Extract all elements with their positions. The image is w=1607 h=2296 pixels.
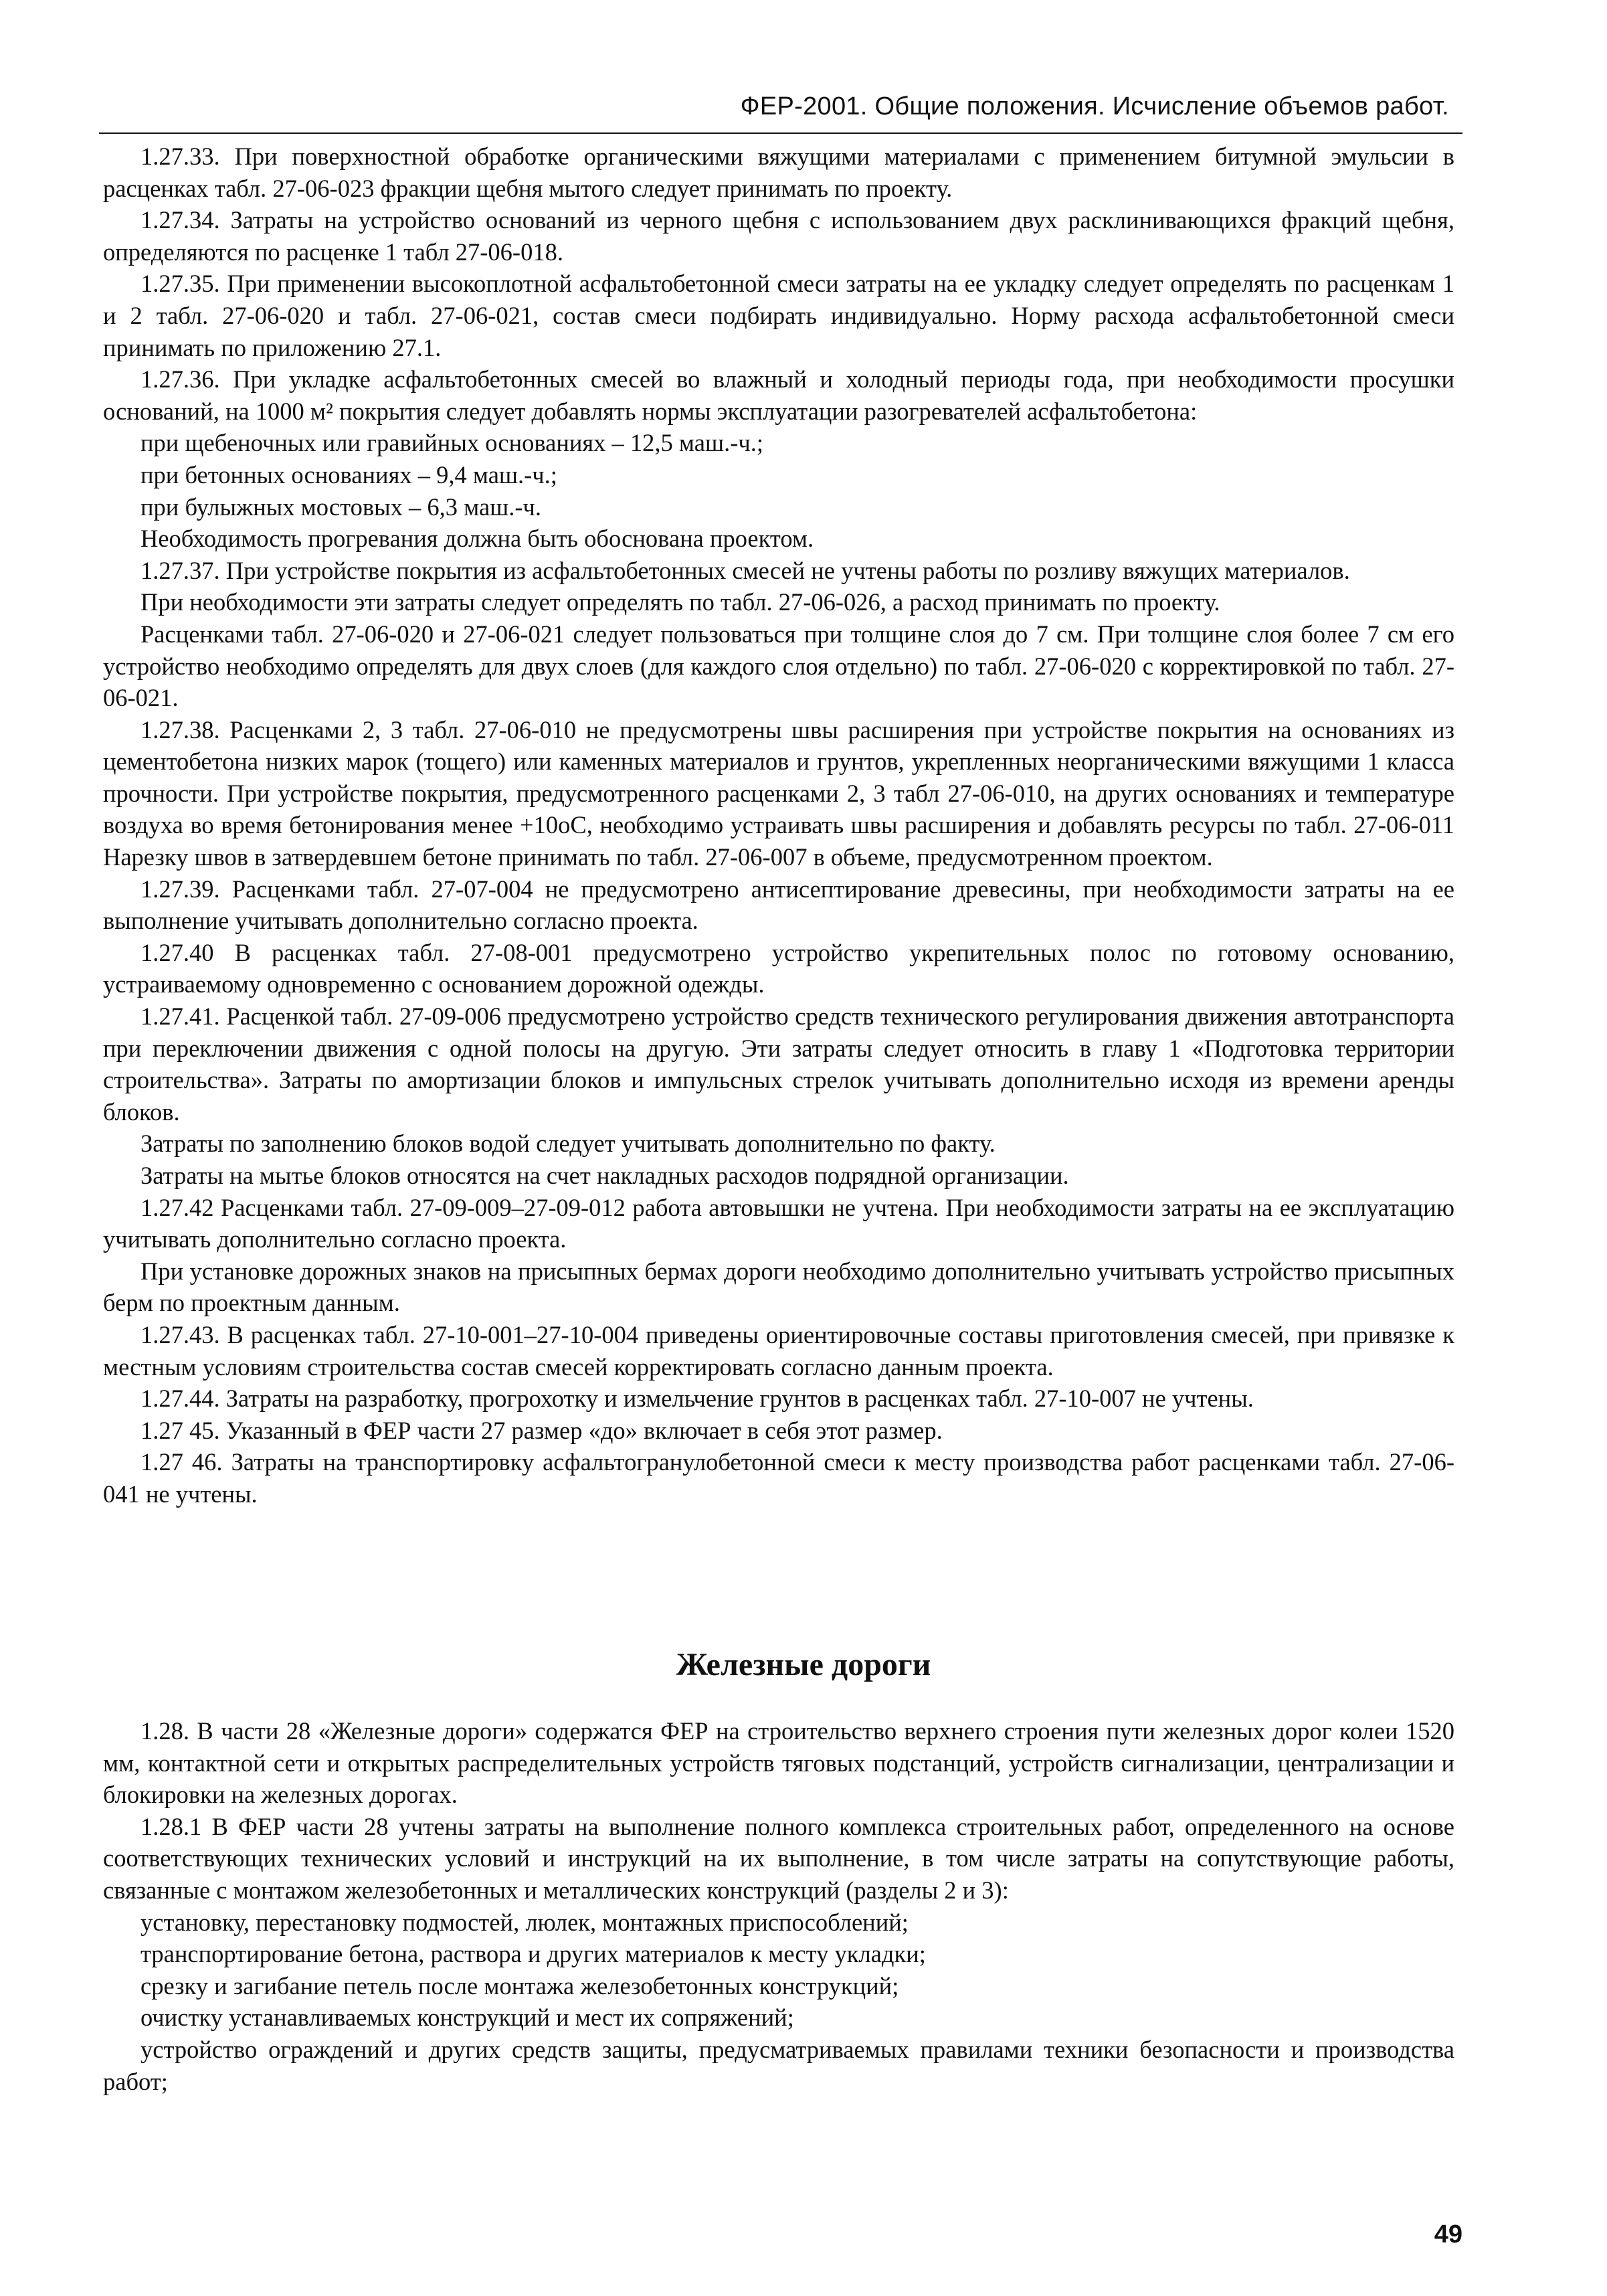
paragraph-1-27-43: 1.27.43. В расценках табл. 27-10-001–27-10-004 приведены ориентировочные составы приготовления смесей, при привязке к местным условиям строительства состав смесей корректировать согласно данным проекта. <box>103 1320 1454 1381</box>
paragraph: При установке дорожных знаков на присыпных бермах дороги необходимо дополнительно учитывать устройство присыпных берм по проектным данным. <box>103 1257 1454 1317</box>
list-item: при булыжных мостовых – 6,3 маш.-ч. <box>140 493 542 521</box>
paragraph: Затраты на мытье блоков относятся на счет накладных расходов подрядной организации. <box>140 1162 1069 1189</box>
paragraph-1-27-40: 1.27.40 В расценках табл. 27-08-001 предусмотрено устройство укрепительных полос по готовому основанию, устраиваемому одновременно с основанием дорожной одежды. <box>103 938 1454 998</box>
paragraph-1-28: 1.28. В части 28 «Железные дороги» содержатся ФЕР на строительство верхнего строения пути железных дорог колеи 1520 мм, контактной сети и открытых распределительных устройств тяговых подстанций, устройств сигнализации, централизации и блокировки на железных дорогах. <box>103 1717 1454 1809</box>
paragraph: При необходимости эти затраты следует определять по табл. 27-06-026, а расход принимать по проекту. <box>140 588 1220 616</box>
body-text-section-2 <box>103 1715 1454 2097</box>
body-text-section-1 <box>103 141 1454 1510</box>
paragraph-note: Необходимость прогревания должна быть обоснована проектом. <box>140 525 814 553</box>
paragraph-1-27-33: 1.27.33. При поверхностной обработке органическими вяжущими материалами с применением битумной эмульсии в расценках табл. 27-06-023 фракции щебня мытого следует принимать по проекту. <box>103 143 1454 202</box>
list-item: устройство ограждений и других средств защиты, предусматриваемых правилами техники безопасности и производства работ; <box>103 2035 1454 2095</box>
paragraph-1-27-41: 1.27.41. Расценкой табл. 27-09-006 предусмотрено устройство средств технического регулирования движения автотранспорта при переключении движения с одной полосы на другую. Эти затраты следует относить в главу 1 «Подготовка территории строительства». Затраты по амортизации блоков и импульсных стрелок учитывать дополнительно исходя из времени аренды блоков. <box>103 1002 1454 1126</box>
list-item: при щебеночных или гравийных основаниях – 12,5 маш.-ч.; <box>140 429 763 457</box>
paragraph-1-27-46: 1.27 46. Затраты на транспортировку асфальтогранулобетонной смеси к месту производства работ расценками табл. 27-06-041 не учтены. <box>103 1448 1454 1508</box>
section-title: Железные дороги <box>676 1647 931 1682</box>
paragraph-1-27-45: 1.27 45. Указанный в ФЕР части 27 размер «до» включает в себя этот размер. <box>140 1416 943 1444</box>
paragraph-1-27-35: 1.27.35. При применении высокоплотной асфальтобетонной смеси затраты на ее укладку следует определять по расценкам 1 и 2 табл. 27-06-020 и табл. 27-06-021, состав смеси подбирать индивидуально. Норму расхода асфальтобетонной смеси принимать по приложению 27.1. <box>103 270 1454 361</box>
paragraph: Расценками табл. 27-06-020 и 27-06-021 следует пользоваться при толщине слоя до 7 см. При толщине слоя более 7 см его устройство необходимо определять для двух слоев (для каждого слоя отдельно) по табл. 27-06-020 с корректировкой по табл. 27-06-021. <box>103 620 1454 712</box>
paragraph-1-27-37: 1.27.37. При устройстве покрытия из асфальтобетонных смесей не учтены работы по розливу вяжущих материалов. <box>140 556 1350 584</box>
page-number: 49 <box>1434 2220 1462 2248</box>
list-item: при бетонных основаниях – 9,4 маш.-ч.; <box>140 460 557 489</box>
paragraph-1-27-38: 1.27.38. Расценками 2, 3 табл. 27-06-010 не предусмотрены швы расширения при устройстве покрытия на основаниях из цементобетона низких марок (тощего) или каменных материалов и грунтов, укрепленных неорганическими вяжущими 1 класса прочности. При устройстве покрытия, предусмотренного расценками 2, 3 табл 27-06-010, на других основаниях и температуре воздуха во время бетонирования менее +10оС, необходимо устраивать швы расширения и добавлять ресурсы по табл. 27-06-011 Нарезку швов в затвердевшем бетоне принимать по табл. 27-06-007 в объеме, предусмотренном проектом. <box>103 715 1454 871</box>
paragraph-1-27-44: 1.27.44. Затраты на разработку, прогрохотку и измельчение грунтов в расценках табл. 27-10-007 не учтены. <box>140 1385 1254 1413</box>
list-item: срезку и загибание петель после монтажа железобетонных конструкций; <box>140 1971 899 2000</box>
paragraph-1-27-39: 1.27.39. Расценками табл. 27-07-004 не предусмотрено антисептирование древесины, при необходимости затраты на ее выполнение учитывать дополнительно согласно проекта. <box>103 875 1454 935</box>
paragraph-1-27-34: 1.27.34. Затраты на устройство оснований из черного щебня с использованием двух расклинивающихся фракций щебня, определяются по расценке 1 табл 27-06-018. <box>103 206 1454 266</box>
list-item: установку, перестановку подмостей, люлек, монтажных приспособлений; <box>140 1908 909 1936</box>
paragraph-1-27-36: 1.27.36. При укладке асфальтобетонных смесей во влажный и холодный периоды года, при необходимости просушки оснований, на 1000 м² покрытия следует добавлять нормы эксплуатации разогревателей асфальтобетона: <box>103 365 1454 425</box>
list-item: транспортирование бетона, раствора и других материалов к месту укладки; <box>140 1940 926 1968</box>
header-rule <box>99 133 1462 134</box>
paragraph-1-28-1: 1.28.1 В ФЕР части 28 учтены затраты на выполнение полного комплекса строительных работ, определенного на основе соответствующих технических условий и инструкций на их выполнение, в том числе затраты на сопутствующие работы, связанные с монтажом железобетонных и металлических конструкций (разделы 2 и 3): <box>103 1812 1454 1904</box>
running-header: ФЕР-2001. Общие положения. Исчисление объемов работ. <box>740 92 1449 120</box>
list-item: очистку устанавливаемых конструкций и мест их сопряжений; <box>140 2004 794 2032</box>
paragraph-1-27-42: 1.27.42 Расценками табл. 27-09-009–27-09-012 работа автовышки не учтена. При необходимости затраты на ее эксплуатацию учитывать дополнительно согласно проекта. <box>103 1193 1454 1253</box>
paragraph: Затраты по заполнению блоков водой следует учитывать дополнительно по факту. <box>140 1130 996 1158</box>
